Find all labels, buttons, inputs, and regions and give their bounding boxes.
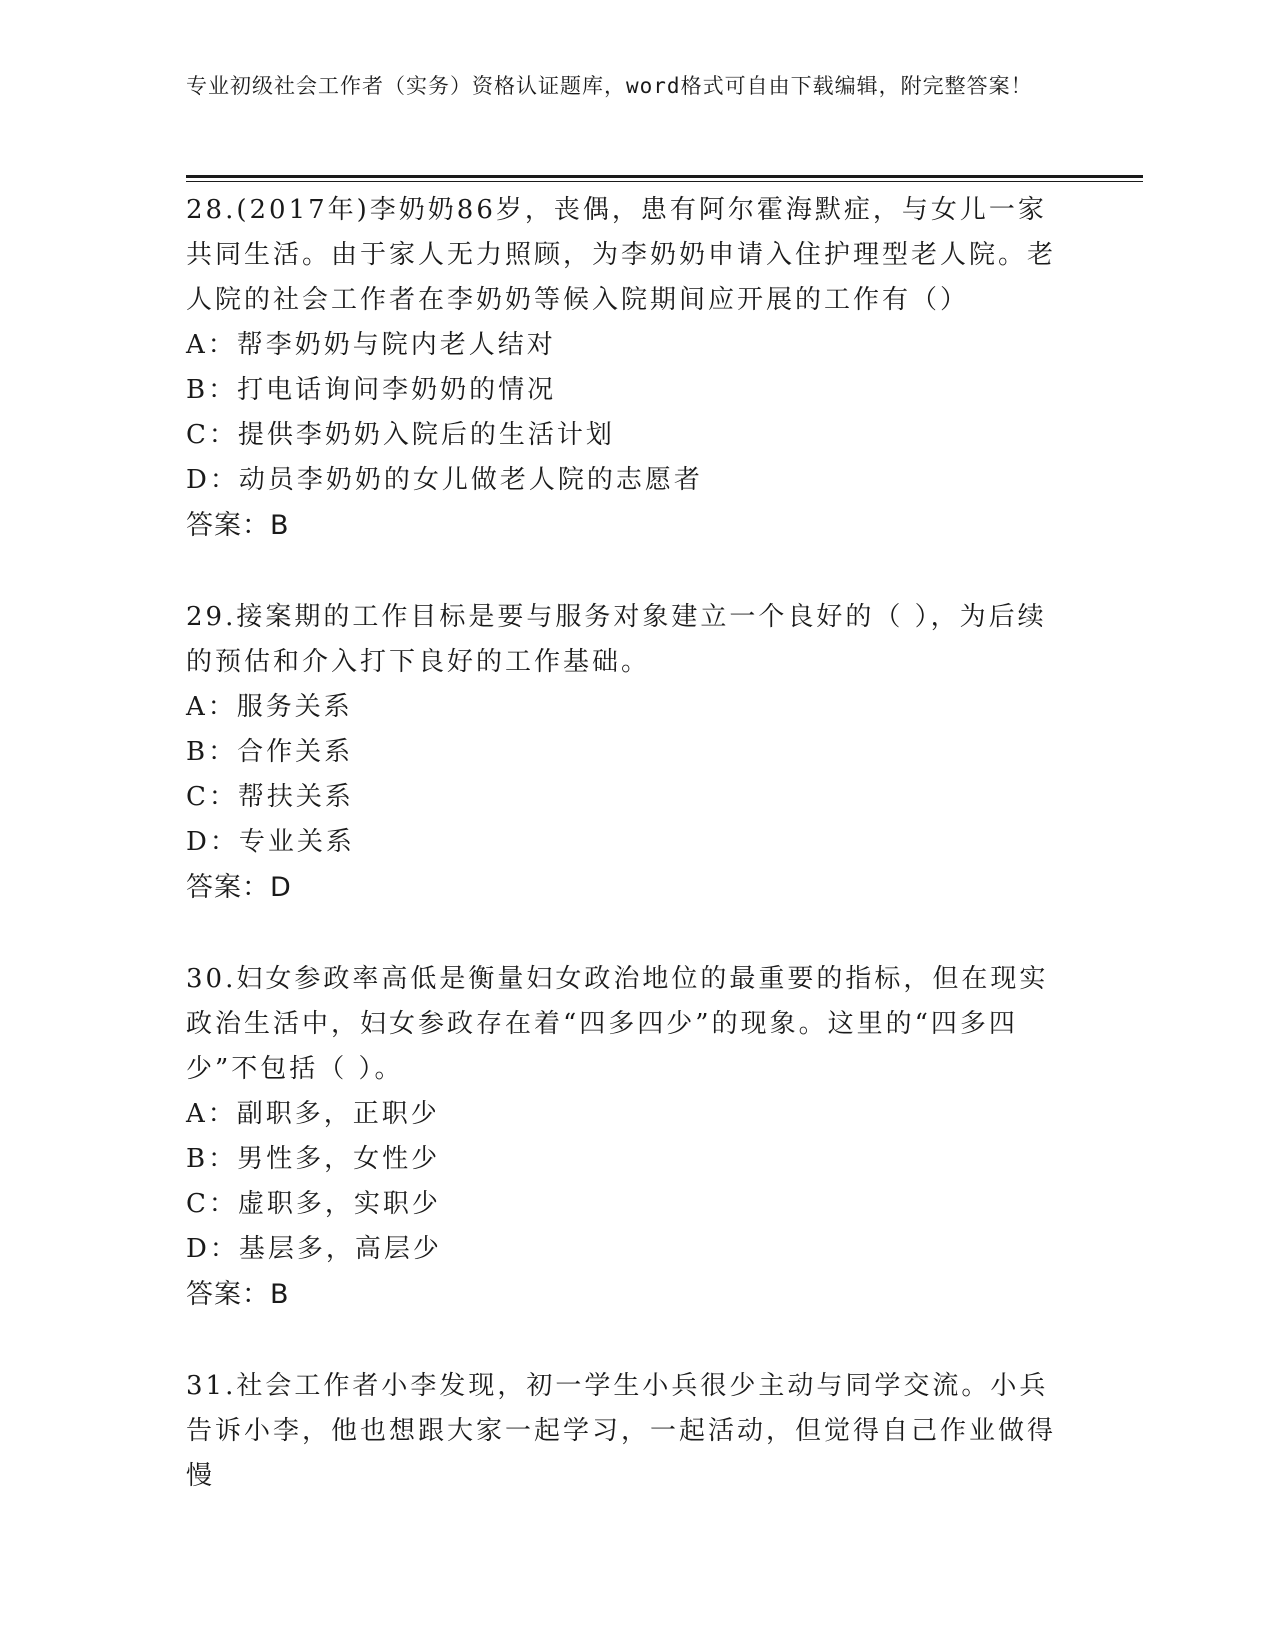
answer-line: 答案：B (186, 1279, 290, 1310)
option-d: D：基层多，高层少 (186, 1234, 442, 1264)
question-29 (186, 595, 1066, 910)
option-c: C：帮扶关系 (186, 782, 354, 812)
header-divider-thick (186, 175, 1143, 178)
option-b: B：男性多，女性少 (186, 1144, 441, 1174)
question-stem: 30.妇女参政率高低是衡量妇女政治地位的最重要的指标，但在现实政治生活中，妇女参政存在着“四多四少”的现象。这里的“四多四少”不包括（ ）。 (186, 964, 1049, 1084)
question-list (186, 188, 1066, 1546)
question-stem: 28.(2017年)李奶奶86岁，丧偶，患有阿尔霍海默症，与女儿一家共同生活。由于家人无力照顾，为李奶奶申请入住护理型老人院。老人院的社会工作者在李奶奶等候入院期间应开展的工作有（） (186, 195, 1057, 315)
question-28 (186, 188, 1066, 548)
option-a: A：服务关系 (186, 692, 353, 722)
option-d: D：专业关系 (186, 827, 355, 857)
question-stem: 31.社会工作者小李发现，初一学生小兵很少主动与同学交流。小兵告诉小李，他也想跟大家一起学习，一起活动，但觉得自己作业做得慢 (186, 1371, 1057, 1491)
answer-line: 答案：B (186, 510, 290, 541)
question-31 (186, 1364, 1066, 1499)
option-c: C：提供李奶奶入院后的生活计划 (186, 420, 615, 450)
option-c: C：虚职多，实职少 (186, 1189, 441, 1219)
question-stem: 29.接案期的工作目标是要与服务对象建立一个良好的（ ），为后续的预估和介入打下良好的工作基础。 (186, 602, 1047, 677)
header-divider-thin (186, 181, 1143, 182)
option-a: A：副职多，正职少 (186, 1099, 440, 1129)
question-30 (186, 957, 1066, 1317)
option-b: B：打电话询问李奶奶的情况 (186, 375, 557, 405)
option-b: B：合作关系 (186, 737, 354, 767)
option-a: A：帮李奶奶与院内老人结对 (186, 330, 556, 360)
document-header: 专业初级社会工作者（实务）资格认证题库，word格式可自由下载编辑，附完整答案！ (186, 74, 1033, 98)
answer-line: 答案：D (186, 872, 292, 903)
option-d: D：动员李奶奶的女儿做老人院的志愿者 (186, 465, 703, 495)
